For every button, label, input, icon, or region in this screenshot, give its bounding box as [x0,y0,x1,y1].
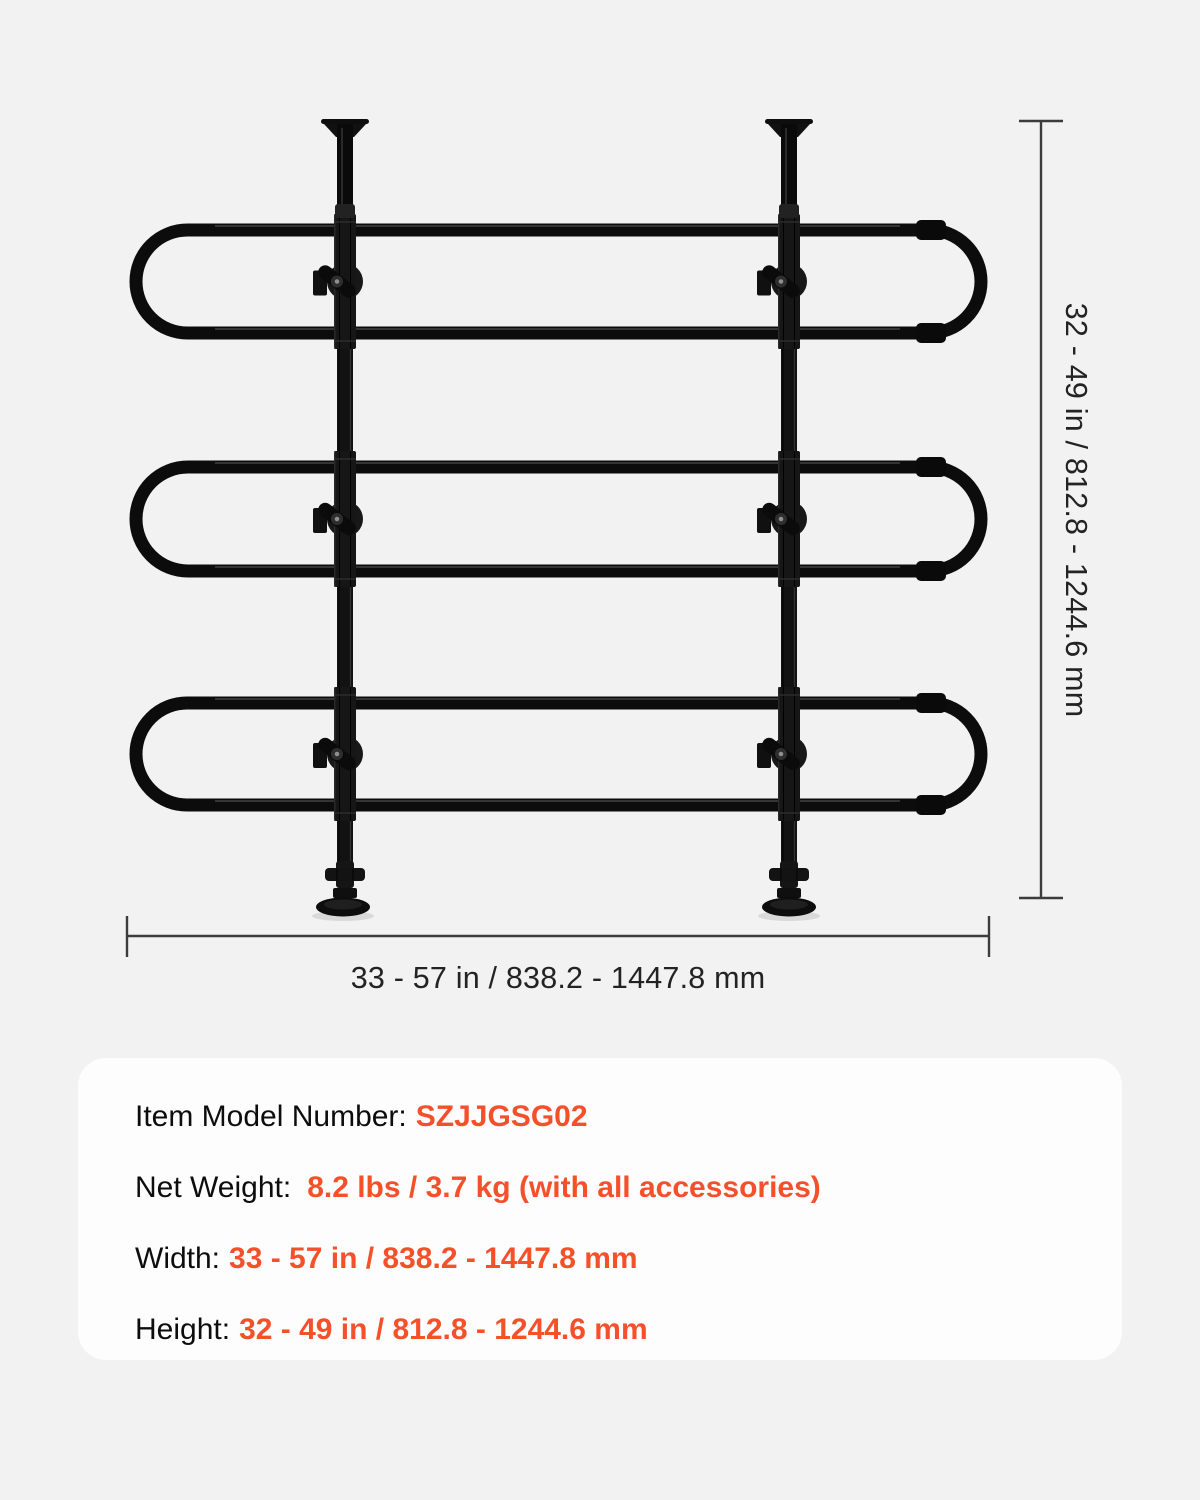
tube-section-middle [136,457,981,581]
spec-label: Net Weight: [135,1171,292,1204]
barrier-illustration [136,119,981,921]
spec-card [78,1058,1122,1360]
spec-row-width [135,1244,1082,1274]
width-dimension-line [127,916,989,957]
left-post-top-cap [321,119,369,218]
spec-row-height [135,1315,1082,1345]
spec-row-model [135,1102,1082,1132]
spec-label: Item Model Number: [135,1100,407,1133]
spec-value: SZJJGSG02 [415,1100,588,1133]
tube-section-bottom [136,693,981,815]
spec-value: 32 - 49 in / 812.8 - 1244.6 mm [239,1313,648,1346]
left-post-foot [312,861,374,921]
spec-value: 33 - 57 in / 838.2 - 1447.8 mm [229,1242,638,1275]
spec-row-weight [135,1173,1082,1203]
right-post-foot [758,861,820,921]
height-dimension-line [1019,121,1063,898]
width-dimension-label: 33 - 57 in / 838.2 - 1447.8 mm [350,961,766,995]
right-post-top-cap [765,119,813,218]
spec-label: Height: [135,1313,231,1346]
height-dimension-label: 32 - 49 in / 812.8 - 1244.6 mm [1059,302,1093,718]
tube-section-top [136,220,981,343]
spec-label: Width: [135,1242,221,1275]
spec-value: 8.2 lbs / 3.7 kg (with all accessories) [307,1171,821,1204]
